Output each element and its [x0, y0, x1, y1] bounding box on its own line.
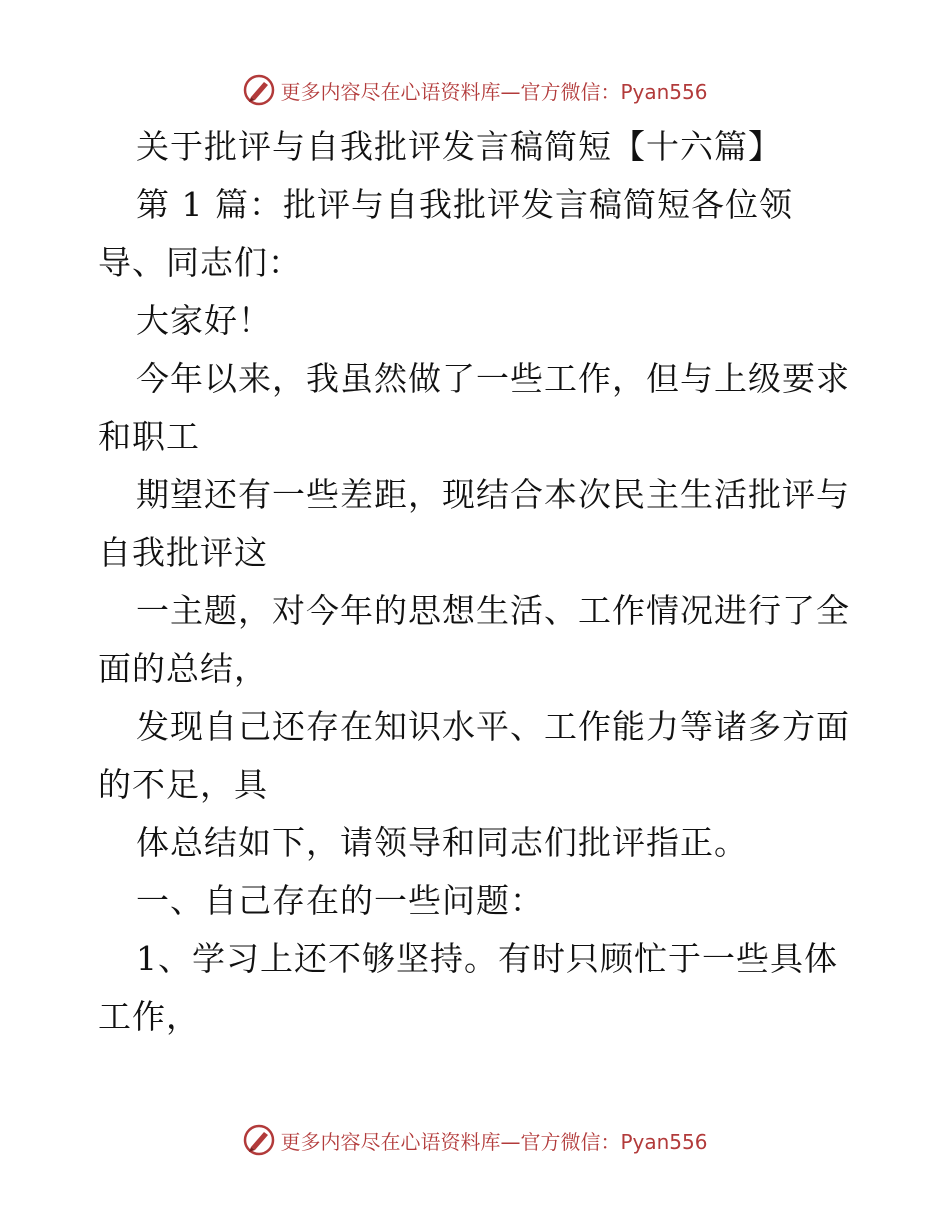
document-body [98, 118, 858, 1046]
paragraph-line: 发现自己还存在知识水平、工作能力等诸多方面 [136, 707, 850, 746]
footer-banner [0, 1120, 950, 1160]
banner-text [280, 1126, 707, 1155]
paragraph-line: 期望还有一些差距，现结合本次民主生活批评与 [136, 475, 850, 514]
paragraph-line: 面的总结， [98, 649, 268, 688]
banner-slogan: 更多内容尽在心语资料库 [280, 1129, 501, 1154]
section-heading: 一、自己存在的一些问题： [136, 881, 544, 920]
paragraph-line: 工作， [98, 997, 200, 1036]
paragraph-line: 的不足，具 [98, 765, 268, 804]
paragraph-line: 第 1 篇：批评与自我批评发言稿简短各位领 [136, 185, 793, 224]
banner-text [280, 76, 707, 105]
paragraph-line: 和职工 [98, 417, 200, 456]
banner-separator: — [500, 79, 521, 104]
paragraph-line: 自我批评这 [98, 533, 268, 572]
paragraph-line: 1、学习上还不够坚持。有时只顾忙于一些具体 [136, 939, 838, 978]
banner-separator: — [500, 1129, 521, 1154]
banner-wechat: 官方微信：Pyan556 [520, 79, 708, 104]
header-banner [0, 70, 950, 110]
banner-wechat: 官方微信：Pyan556 [520, 1129, 708, 1154]
paragraph-line: 一主题，对今年的思想生活、工作情况进行了全 [136, 591, 850, 630]
paragraph-line: 导、同志们： [98, 243, 302, 282]
paragraph-line: 今年以来，我虽然做了一些工作，但与上级要求 [136, 359, 850, 398]
paragraph-line: 大家好！ [136, 301, 272, 340]
banner-slogan: 更多内容尽在心语资料库 [280, 79, 501, 104]
pen-logo-icon [242, 73, 276, 107]
pen-logo-icon [242, 1123, 276, 1157]
document-title: 关于批评与自我批评发言稿简短【十六篇】 [136, 127, 782, 166]
paragraph-line: 体总结如下，请领导和同志们批评指正。 [136, 823, 748, 862]
